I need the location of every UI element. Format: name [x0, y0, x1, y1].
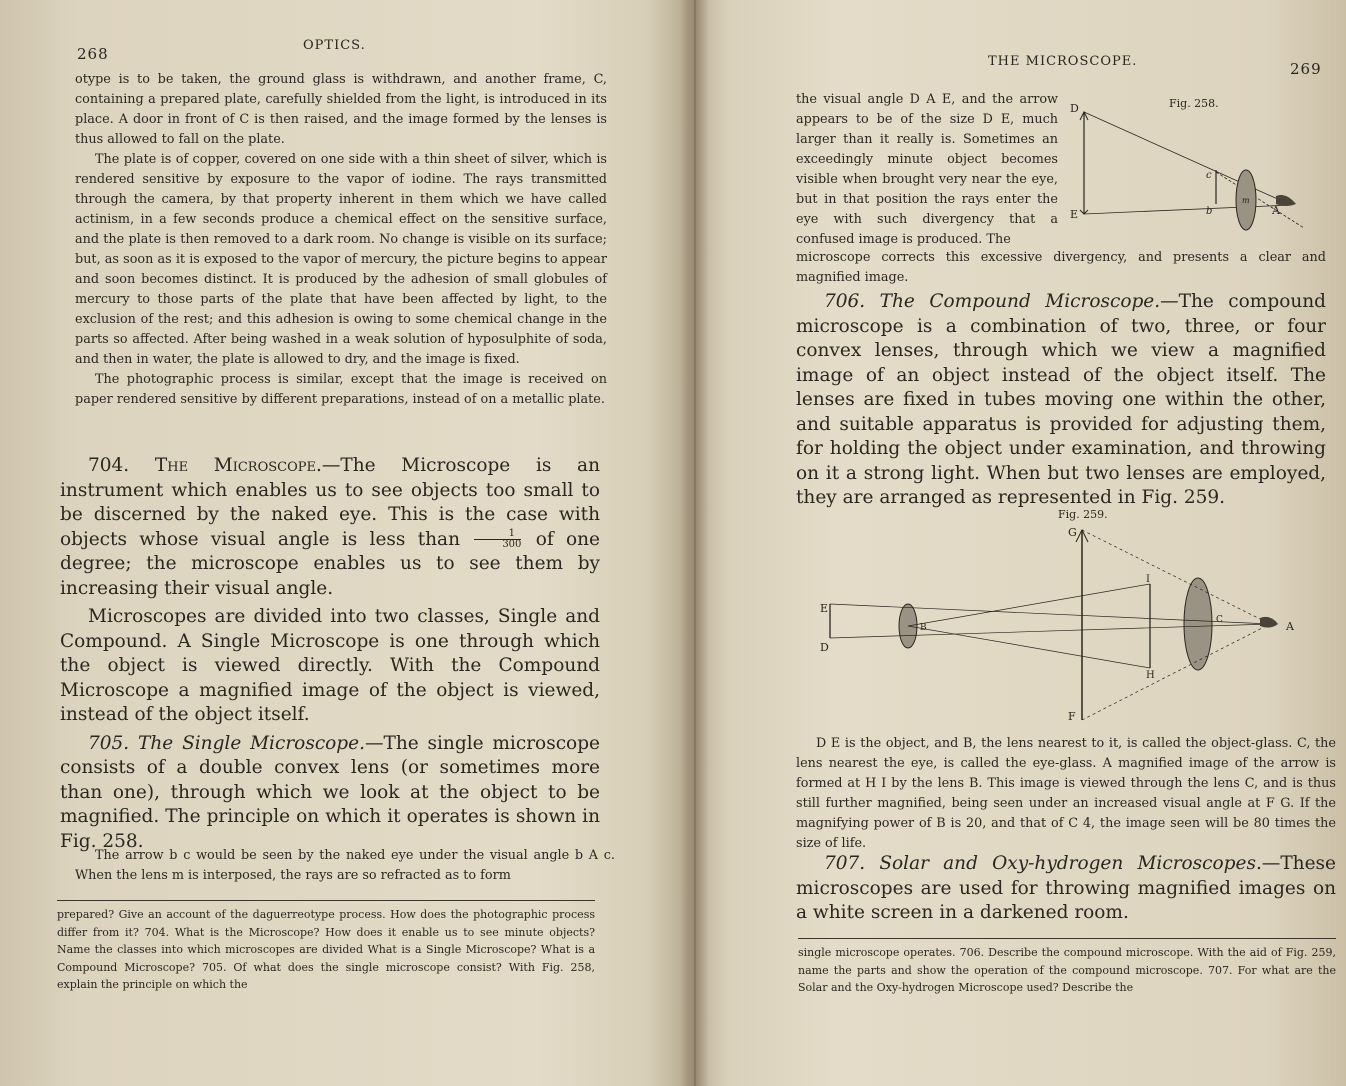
- fig259-ray-4: [908, 626, 1150, 668]
- section-706-heading: 706. The Compound Microscope.: [824, 291, 1161, 312]
- section-706-text: —The compound microscope is a combination of two, three, or four convex lenses, through which we view a magnified image of an object instead of the object itself. The lenses are fixed in tubes moving one within the other, and suitable apparatus is provided for adjusting them, for holding the object under examination, and throwing on it a strong light. When but two lenses are employed, they are arranged as represented in Fig. 259.: [796, 291, 1326, 508]
- section-704: [60, 454, 600, 601]
- section-705-text: —The single microscope consists of a double convex lens (or sometimes more than one), through which we look at the object to be magnified. The principle on which it operates is shown in Fig. 258.: [60, 732, 600, 852]
- right-review-questions: single microscope operates. 706. Describe the compound microscope. With the aid of Fig. 259, name the parts and show the operation of the compound microscope. 707. For what are the Solar and the Oxy-hydrogen Microscope used? Describe the: [798, 946, 1336, 994]
- fig258-ray-d: [1084, 112, 1291, 205]
- paragraph-corrects-divergency: microscope corrects this excessive divergency, and presents a clear and magnified image.: [796, 250, 1326, 285]
- fig259-label-a: A: [1286, 620, 1294, 633]
- fig259-description: [796, 734, 1336, 854]
- fig259-label-h: H: [1146, 670, 1155, 681]
- left-footnote-rule: [57, 900, 595, 901]
- fraction-denominator: 300: [474, 539, 521, 550]
- fig258-cont-text: [796, 248, 1326, 288]
- fig258-caption: Fig. 258.: [1169, 97, 1219, 110]
- section-704-text-a: —The Microscope is an instrument which enables us to see objects too small to be discerned by the naked eye. This is the case with objects whose visual angle is less than: [60, 455, 601, 550]
- fig259-label-b: B: [920, 623, 927, 633]
- left-small-text: [75, 70, 607, 410]
- paragraph-object-glass: D E is the object, and B, the lens nearest to it, is called the object-glass. C, the lens nearest the eye, is called the eye-glass. A magnified image of the arrow is formed at H I by the lens B. This image is viewed through the lens C, and is thus still further magnified, being seen under an increased visual angle at F G. If the magnifying power of B is 20, and that of C 4, the image seen will be 80 times the size of life.: [796, 736, 1336, 851]
- fraction-numerator: 1: [508, 528, 516, 539]
- right-footnote-rule: [798, 938, 1336, 939]
- fig259-label-f: F: [1068, 710, 1076, 723]
- paragraph-daguerreotype-2: The plate is of copper, covered on one side with a thin sheet of silver, which is rendered sensitive by exposure to the vapor of iodine. The rays transmitted through the camera, by that property inherent in them which we have called actinism, in a few seconds produce a chemical effect on the sensitive surface, and the plate is then removed to a dark room. No change is visible on its surface; but, as soon as it is exposed to the vapor of mercury, the picture begins to appear and soon becomes distinct. It is produced by the adhesion of small globules of mercury to those parts of the plate that have been affected by light, to the exclusion of the rest; and this adhesion is owing to some chemical change in the parts so affected. After being washed in a weak solution of hyposulphite of soda, and then in water, the plate is allowed to dry, and the image is fixed.: [75, 152, 607, 367]
- fig259-ray-dash-f: [1082, 624, 1270, 720]
- left-page-number: 268: [77, 45, 109, 63]
- section-706: [796, 290, 1326, 511]
- fig258-diagram: [1066, 92, 1328, 242]
- fig259-label-d: D: [820, 641, 829, 654]
- right-questions: [798, 944, 1336, 997]
- section-707-heading: 707. Solar and Oxy-hydrogen Microscopes.: [824, 853, 1262, 874]
- paragraph-daguerreotype-1: otype is to be taken, the ground glass is withdrawn, and another frame, C, containing a prepared plate, carefully shielded from the light, is introduced in its place. A door in front of C is then raised, and the image formed by the lenses is thus allowed to fall on the plate.: [75, 72, 607, 147]
- left-large-text: [60, 454, 600, 854]
- book-gutter: [680, 0, 710, 1086]
- fig259-caption: Fig. 259.: [1058, 508, 1108, 521]
- fig258-label-c: c: [1206, 170, 1212, 181]
- section-707-block: [796, 852, 1336, 926]
- fig259-lens-c: [1184, 578, 1212, 670]
- fig259-ray-3: [908, 584, 1150, 626]
- fig258-label-a: A: [1272, 204, 1280, 217]
- fig258-label-d: D: [1070, 102, 1079, 115]
- paragraph-photographic-process: The photographic process is similar, except that the image is received on paper rendered sensitive by different preparations, instead of on a metallic plate.: [75, 372, 607, 407]
- left-bottom-text: [75, 846, 615, 886]
- paragraph-microscope-classes: Microscopes are divided into two classes, Single and Compound. A Single Microscope is one through which the object is viewed directly. With the Compound Microscope a magnified image of the object is viewed, instead of the object itself.: [60, 606, 600, 725]
- fig259-label-c: C: [1216, 615, 1223, 625]
- section-707-text: —These microscopes are used for throwing magnified images on a white screen in a darkened room.: [796, 853, 1336, 923]
- section-706-block: [796, 290, 1326, 511]
- paragraph-visual-angle: the visual angle D A E, and the arrow appears to be of the size D E, much larger than it really is. Sometimes an exceedingly minute object becomes visible when brought very near the eye, but in that position the rays enter the eye with such divergency that a confused image is produced. The: [796, 92, 1058, 247]
- section-705-heading: 705. The Single Microscope.: [88, 732, 365, 754]
- left-review-questions: prepared? Give an account of the daguerreotype process. How does the photographic process differ from it? 704. What is the Microscope? How does it enable us to see minute objects? Name the classes into which microscopes are divided What is a Single Microscope? What is a Compound Microscope? 705. Of what does the single microscope consist? With Fig. 258, explain the principle on which the: [57, 908, 595, 991]
- left-questions: [57, 906, 595, 994]
- fig258-ray-e: [1084, 205, 1291, 214]
- fig259-eye-icon: [1260, 617, 1278, 628]
- fig258-label-b: b: [1206, 206, 1213, 217]
- right-running-head: THE MICROSCOPE.: [988, 54, 1138, 69]
- fig258-label-m: m: [1242, 196, 1250, 205]
- section-704-heading: 704. The Microscope.: [88, 455, 322, 476]
- section-704-text-b: of one degree; the microscope enables us to see them by increasing their visual angle.: [60, 528, 601, 599]
- fig259-diagram: [820, 506, 1330, 726]
- fig258-label-e: E: [1070, 208, 1079, 221]
- fig259-label-i: I: [1146, 574, 1150, 585]
- fraction-one-three-hundredth: [474, 529, 521, 550]
- paragraph-arrow-angle: The arrow b c would be seen by the naked eye under the visual angle b A c. When the lens m is interposed, the rays are so refracted as to form: [75, 848, 615, 883]
- fig258-side-text: [796, 90, 1058, 250]
- fig259-label-g: G: [1068, 526, 1077, 539]
- section-707: [796, 852, 1336, 926]
- right-page-number: 269: [1290, 60, 1322, 78]
- fig259-ray-dash-g: [1082, 530, 1270, 624]
- fig259-label-e: E: [820, 602, 829, 615]
- left-running-head: OPTICS.: [303, 38, 366, 53]
- section-705: [60, 732, 600, 855]
